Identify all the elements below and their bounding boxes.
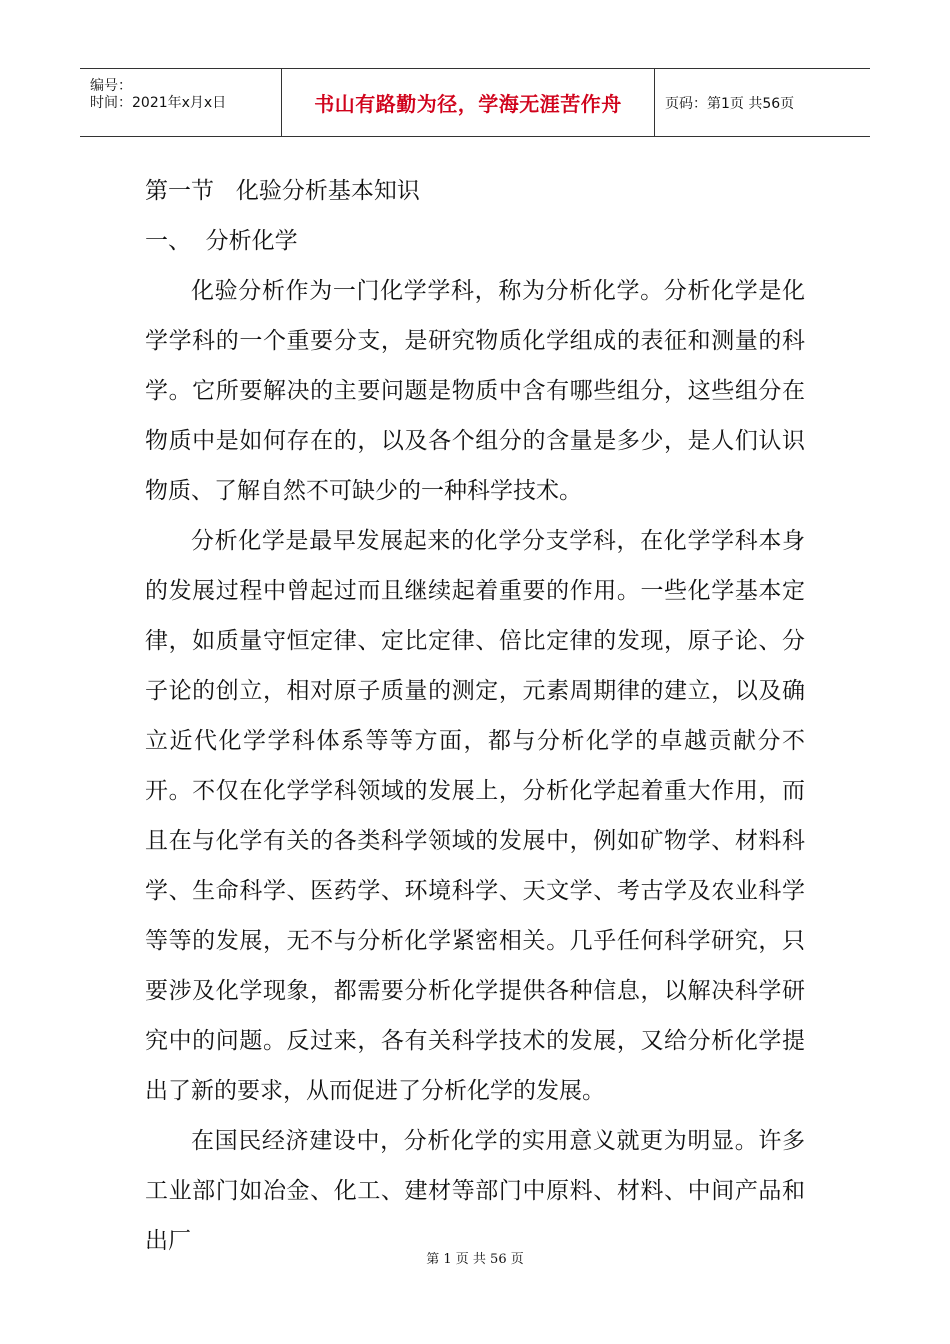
document-header xyxy=(80,68,870,137)
paragraph: 分析化学是最早发展起来的化学分支学科，在化学学科本身的发展过程中曾起过而且继续起着重要的作用。一些化学基本定律，如质量守恒定律、定比定律、倍比定律的发现，原子论、分子论的创立，相对原子质量的测定，元素周期律的建立，以及确立近代化学学科体系等等方面，都与分析化学的卓越贡献分不开。不仅在化学学科领域的发展上，分析化学起着重大作用，而且在与化学有关的各类科学领域的发展中，例如矿物学、材料科学、生命科学、医药学、环境科学、天文学、考古学及农业科学等等的发展，无不与分析化学紧密相关。几乎任何科学研究，只要涉及化学现象，都需要分析化学提供各种信息，以解决科学研究中的问题。反过来，各有关科学技术的发展，又给分析化学提出了新的要求，从而促进了分析化学的发展。 xyxy=(145,528,805,1104)
header-motto: 书山有路勤为径，学海无涯苦作舟 xyxy=(314,92,622,116)
page-footer: 第 1 页 共 56 页 xyxy=(426,1252,524,1267)
paragraph: 化验分析作为一门化学学科，称为分析化学。分析化学是化学学科的一个重要分支，是研究物质化学组成的表征和测量的科学。它所要解决的主要问题是物质中含有哪些组分，这些组分在物质中是如何存在的，以及各个组分的含量是多少，是人们认识物质、了解自然不可缺少的一种科学技术。 xyxy=(145,278,805,504)
header-page-info: 页码：第1页 共56页 xyxy=(665,95,795,112)
subsection-title: 一、 分析化学 xyxy=(145,228,298,254)
time-label: 时间：2021年x月x日 xyxy=(90,95,227,111)
header-page-cell xyxy=(655,69,870,136)
section-title: 第一节 化验分析基本知识 xyxy=(145,178,420,204)
paragraph: 在国民经济建设中，分析化学的实用意义就更为明显。许多工业部门如冶金、化工、建材等部门中原料、材料、中间产品和出厂 xyxy=(145,1128,805,1254)
header-motto-cell xyxy=(282,69,655,136)
number-label: 编号： xyxy=(90,78,132,94)
document-body xyxy=(145,166,805,1266)
header-meta-cell xyxy=(80,69,282,136)
